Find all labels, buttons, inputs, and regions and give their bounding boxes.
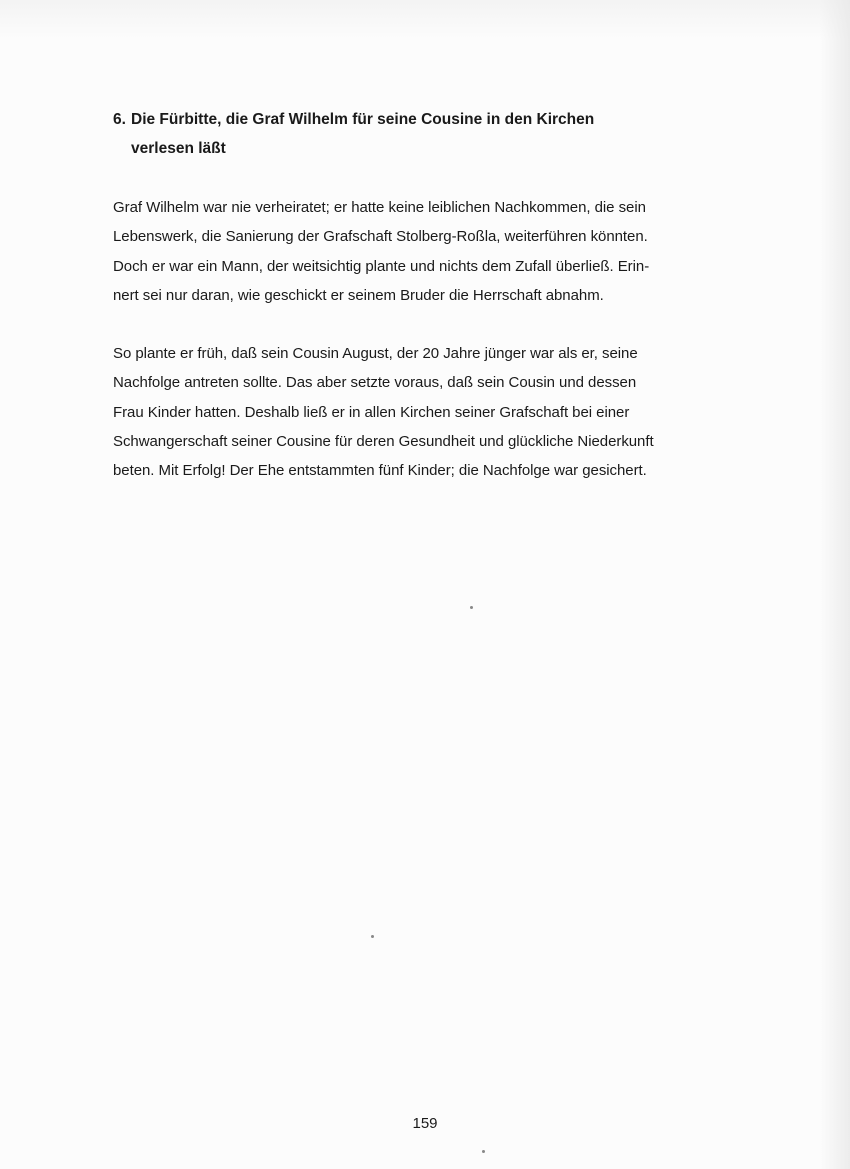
- scan-shadow-top: [0, 0, 850, 40]
- page-number: 159: [412, 1115, 438, 1132]
- section-heading: [113, 105, 733, 163]
- paragraph-line: Doch er war ein Mann, der weitsichtig plante und nichts dem Zufall überließ. Erin-: [113, 257, 650, 275]
- scan-speck: [470, 606, 473, 609]
- paragraph-2: [113, 339, 723, 485]
- paragraph-line: Graf Wilhelm war nie verheiratet; er hatte keine leiblichen Nachkommen, die sein: [113, 199, 646, 216]
- heading-line-1: Die Fürbitte, die Graf Wilhelm für seine Cousine in den Kirchen: [131, 111, 595, 128]
- paragraph-1: [113, 193, 723, 310]
- scan-speck: [482, 1150, 485, 1153]
- heading-line-2: verlesen läßt: [131, 140, 226, 157]
- scan-shadow-right: [820, 0, 850, 1169]
- paragraph-line: beten. Mit Erfolg! Der Ehe entstammten fünf Kinder; die Nachfolge war gesichert.: [113, 462, 647, 480]
- scan-speck: [371, 935, 374, 938]
- paragraph-line: nert sei nur daran, wie geschickt er seinem Bruder die Herrschaft abnahm.: [113, 286, 604, 304]
- paragraph-line: So plante er früh, daß sein Cousin August, der 20 Jahre jünger war als er, seine: [113, 345, 638, 362]
- paragraph-line: Nachfolge antreten sollte. Das aber setzte voraus, daß sein Cousin und dessen: [113, 374, 637, 392]
- paragraph-line: Lebenswerk, die Sanierung der Grafschaft Stolberg-Roßla, weiterführen könnten.: [113, 228, 648, 246]
- paragraph-line: Frau Kinder hatten. Deshalb ließ er in allen Kirchen seiner Grafschaft bei einer: [113, 403, 630, 421]
- section-number: 6.: [113, 111, 126, 128]
- paragraph-line: Schwangerschaft seiner Cousine für deren Gesundheit und glückliche Niederkunft: [113, 432, 654, 450]
